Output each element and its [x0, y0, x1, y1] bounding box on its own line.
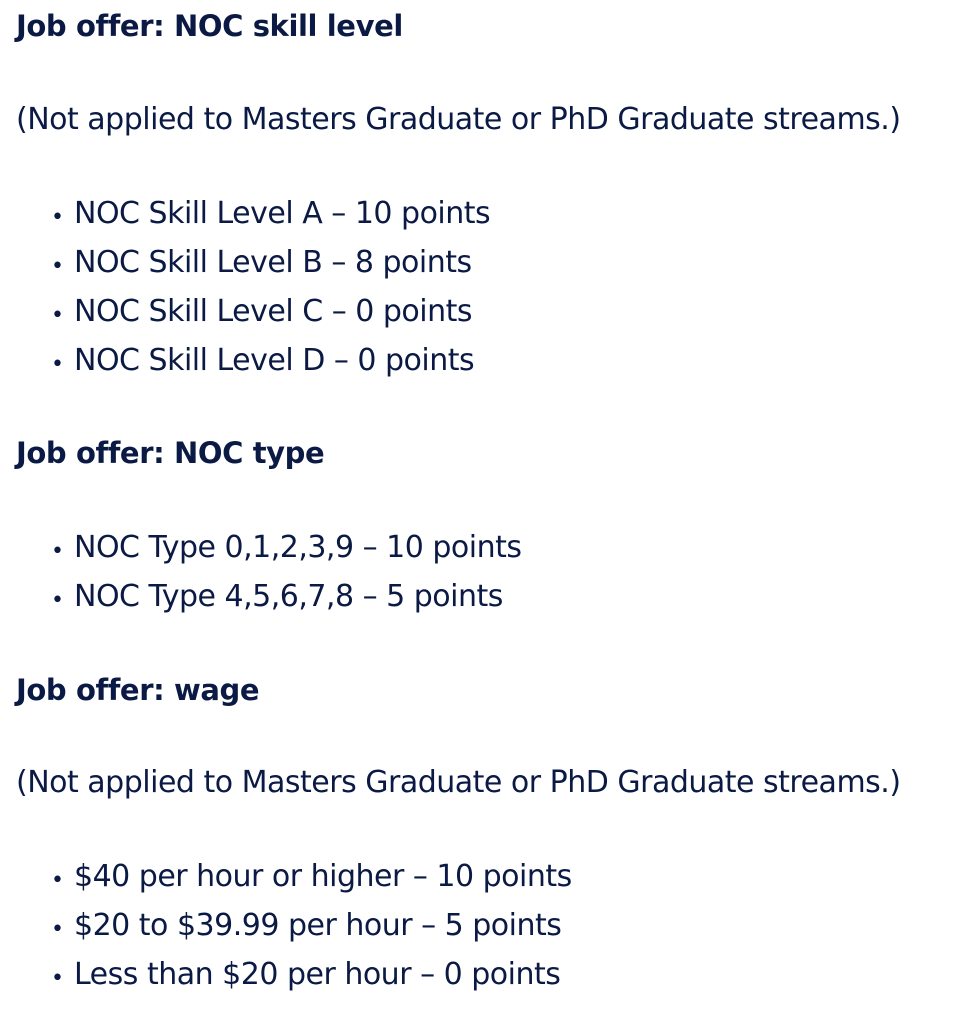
section-note-noc-skill-level: (Not applied to Masters Graduate or PhD Graduate streams.) [16, 102, 901, 137]
list-item-text: NOC Skill Level C – 0 points [74, 294, 473, 329]
list-item-text: NOC Skill Level D – 0 points [74, 343, 475, 378]
section-heading-wage: Job offer: wage [16, 673, 260, 707]
bullet-icon: • [51, 303, 64, 328]
bullet-icon: • [51, 588, 64, 613]
bullet-icon: • [51, 868, 64, 893]
list-item-text: Less than $20 per hour – 0 points [74, 957, 561, 992]
list-item-text: NOC Type 0,1,2,3,9 – 10 points [74, 530, 522, 565]
bullet-icon: • [51, 917, 64, 942]
bullet-icon: • [51, 205, 64, 230]
bullet-icon: • [51, 254, 64, 279]
list-item-text: $20 to $39.99 per hour – 5 points [74, 908, 562, 943]
section-heading-noc-type: Job offer: NOC type [16, 436, 325, 470]
bullet-icon: • [51, 966, 64, 991]
list-item-text: NOC Skill Level A – 10 points [74, 196, 491, 231]
section-heading-noc-skill-level: Job offer: NOC skill level [16, 9, 403, 43]
list-item-text: NOC Type 4,5,6,7,8 – 5 points [74, 579, 503, 614]
list-item-text: $40 per hour or higher – 10 points [74, 859, 572, 894]
section-note-wage: (Not applied to Masters Graduate or PhD Graduate streams.) [16, 765, 901, 800]
bullet-icon: • [51, 352, 64, 377]
list-item-text: NOC Skill Level B – 8 points [74, 245, 472, 280]
bullet-icon: • [51, 539, 64, 564]
